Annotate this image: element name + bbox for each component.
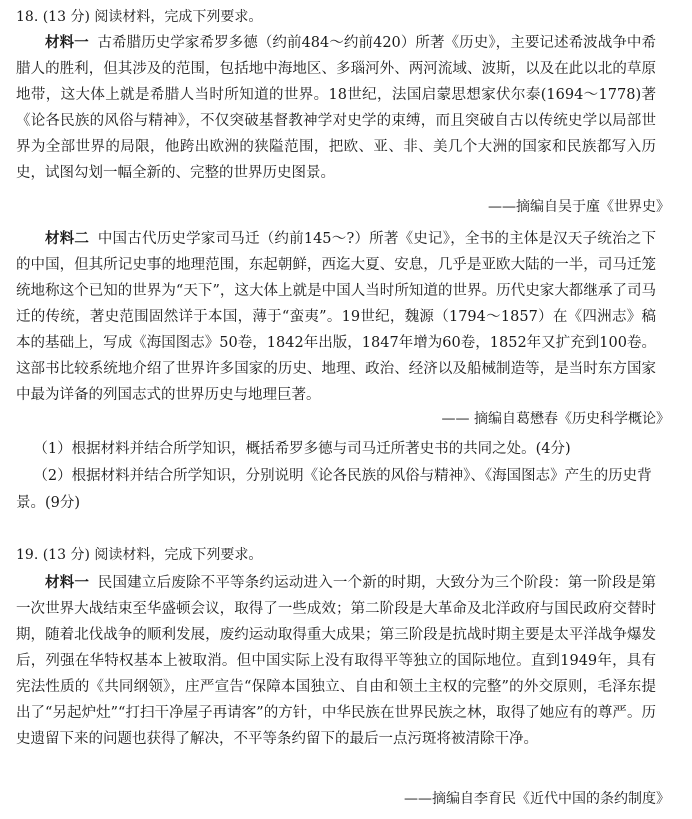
material-label: 材料一 <box>45 34 89 51</box>
q18-subquestion-2: （2）根据材料并结合所学知识，分别说明《论各民族的风俗与精神》、《海国图志》产生的历史背景。(9分) <box>16 468 652 511</box>
question-19-heading: 19. (13 分) 阅读材料，完成下列要求。 <box>16 547 263 563</box>
q19-material-1-source: ——摘编自李育民《近代中国的条约制度》 <box>404 791 670 807</box>
material-text: 民国建立后废除不平等条约运动进入一个新的时期，大致分为三个阶段：第一阶段是第一次世界大战结束至华盛顿会议，取得了一些成效；第二阶段是大革命及北洋政府与国民政府交替时期，随着北伐战争的顺利发展，废约运动取得重大成果；第三阶段是抗战时期主要是太平洋战争爆发后，列强在华特权基本上被取消。但中国实际上没有取得平等独立的国际地位。直到1949年，具有宪法性质的《共同纲领》，庄严宣告“保障本国独立、自由和领土主权的完整”的外交原则，毛泽东提出了“另起炉灶”“打扫干净屋子再请客”的方针，中华民族在世界民族之林，取得了她应有的尊严。历史遗留下来的问题也获得了解决，不平等条约留下的最后一点污斑将被清除干净。 <box>16 575 657 747</box>
material-label: 材料二 <box>45 230 90 247</box>
question-18-heading: 18. (13 分) 阅读材料，完成下列要求。 <box>16 9 263 25</box>
material-label: 材料一 <box>45 574 90 591</box>
q18-material-2-source: —— 摘编自葛懋春《历史科学概论》 <box>441 411 670 427</box>
q18-subquestion-1: （1）根据材料并结合所学知识，概括希罗多德与司马迁所著史书的共同之处。(4分) <box>33 441 571 457</box>
q18-material-1-source: ——摘编自吴于廑《世界史》 <box>488 199 670 215</box>
q19-material-1 <box>16 570 656 752</box>
material-text: 中国古代历史学家司马迁（约前145～?）所著《史记》，全书的主体是汉天子统治之下的中国，但其所记史事的地理范围，东起朝鲜，西迄大夏、安息，几乎是亚欧大陆的一半，司马迁笼统地称这个已知的世界为“天下”，这大体上就是中国人当时所知道的世界。历代史家大都继承了司马迁的传统，著史范围固然详于本国，薄于“蛮夷”。19世纪，魏源（1794～1857）在《四洲志》稿本的基础上，写成《海国图志》50卷，1842年出版，1847年增为60卷，1852年又扩充到100卷。这部书比较系统地介绍了世界许多国家的历史、地理、政治、经济以及船械制造等，是当时东方国家中最为详备的列国志式的世界历史与地理巨著。 <box>16 231 657 403</box>
material-text: 古希腊历史学家希罗多德（约前484～约前420）所著《历史》，主要记述希波战争中希腊人的胜利，但其涉及的范围，包括地中海地区、多瑙河外、两河流域、波斯，以及在此以北的草原地带，这大体上就是希腊人当时所知道的世界。18世纪，法国启蒙思想家伏尔泰(1694～1778)著《论各民族的风俗与精神》，不仅突破基督教神学对史学的束缚，而且突破自古以传统史学以局部世界为全部世界的局限，他跨出欧洲的狭隘范围，把欧、亚、非、美几个大洲的国家和民族都写入历史，试图勾划一幅全新的、完整的世界历史图景。 <box>16 35 656 181</box>
q18-material-2 <box>16 226 656 408</box>
q18-material-1 <box>16 30 656 186</box>
